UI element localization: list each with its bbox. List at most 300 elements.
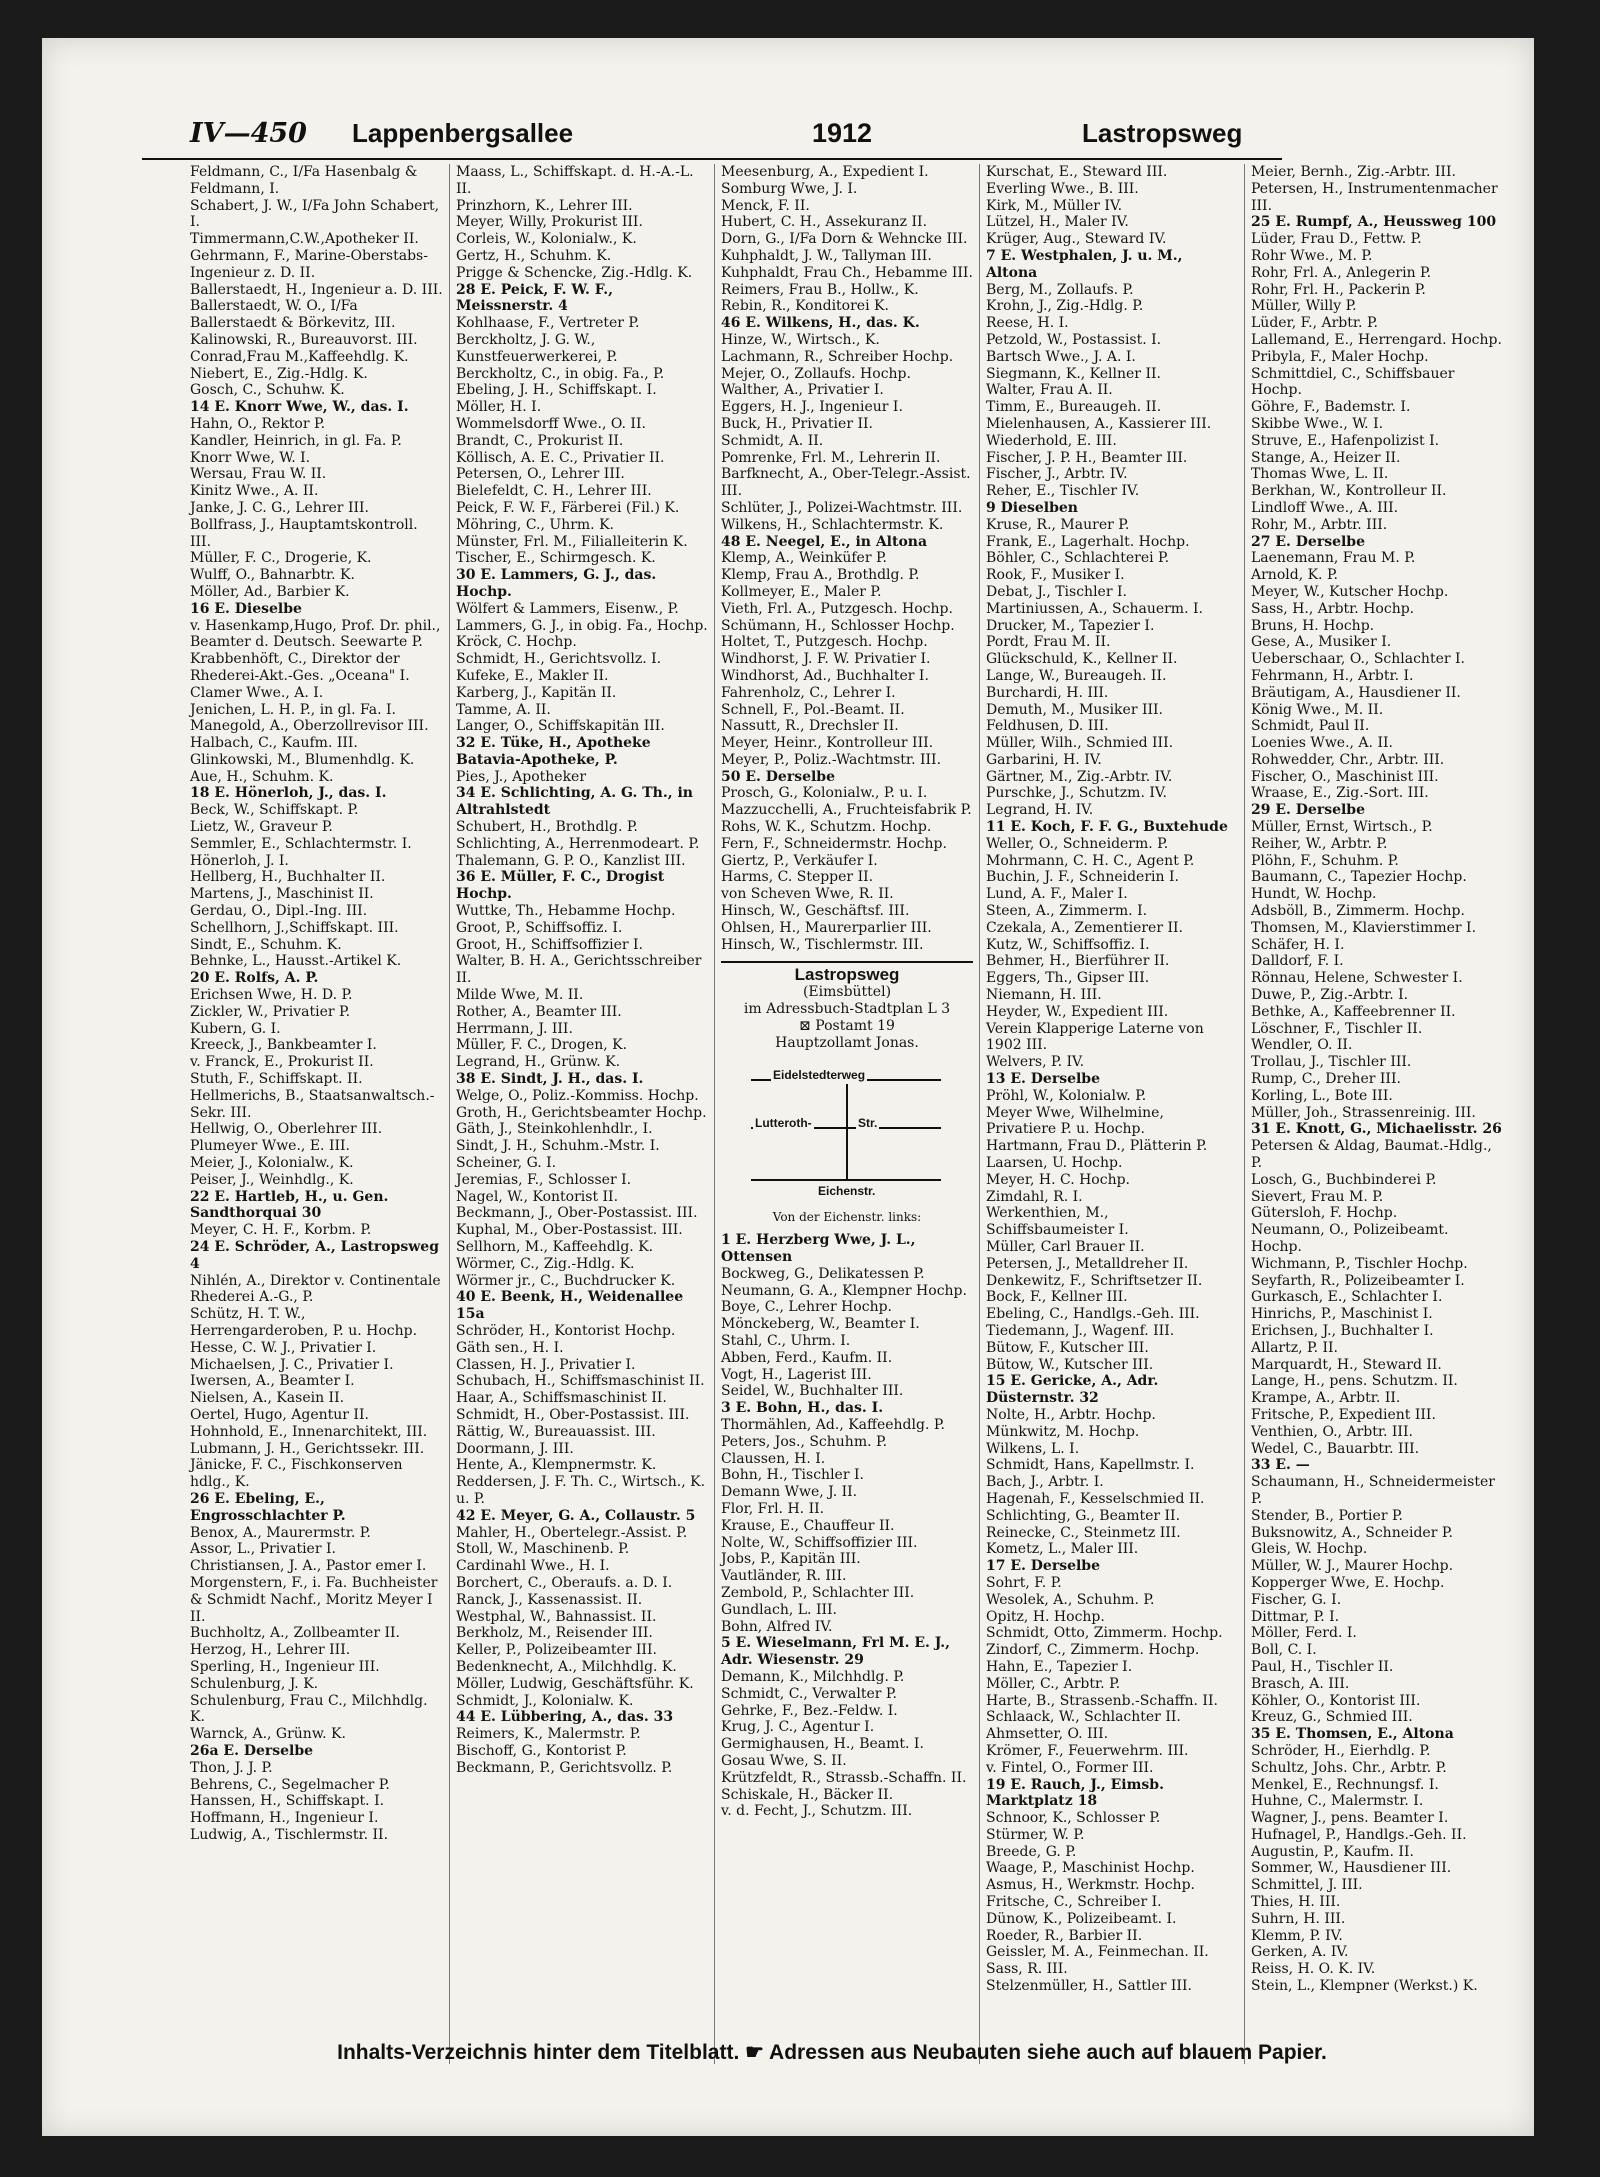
directory-entry: Sohrt, F. P. [986,1574,1062,1591]
directory-entry: Cardinahl Wwe., H. I. [456,1558,610,1575]
directory-entry: Beckmann, P., Gerichtsvollz. P. [456,1759,673,1776]
directory-entry: Stange, A., Heizer II. [1251,449,1401,466]
directory-entry: Flor, Frl. H. II. [721,1500,825,1517]
directory-entry: Verein Klapperige Laterne von 1902 III. [986,1020,1204,1054]
directory-entry: Wörmer jr., C., Buchdrucker K. [456,1272,676,1289]
directory-entry: Niebert, E., Zig.-Hdlg. K. [190,365,368,382]
map-label-lutteroth: Lutteroth- [755,1116,812,1131]
directory-entry: Krampe, A., Arbtr. II. [1251,1390,1401,1407]
street-district: (Eimsbüttel) [802,984,892,1001]
directory-entry: Schabert, J. W., I/Fa John Schabert, I. [190,197,440,231]
directory-entry: Walther, A., Privatier I. [721,382,884,399]
directory-entry: Rönnau, Helene, Schwester I. [1251,970,1463,987]
directory-entry: Bethke, A., Kaffeebrenner II. [1251,1003,1456,1020]
road-eichenstr [751,1179,941,1181]
directory-entry: Meier, J., Kolonialw., K. [190,1155,354,1172]
year-heading: 1912 [812,118,873,148]
page-header [142,118,1282,160]
directory-entry: v. Fintel, O., Former III. [986,1759,1154,1776]
directory-entry: Walter, Frau A. II. [986,382,1113,399]
directory-entry: Schümann, H., Schlosser Hochp. [721,617,955,634]
directory-entry: 26 E. Ebeling, E., Engrosschlachter P. [190,1490,346,1524]
directory-entry: Doormann, J. III. [456,1440,574,1457]
directory-entry: Augustin, P., Kaufm. II. [1251,1843,1414,1860]
directory-entry: Wilkens, L. I. [986,1440,1080,1457]
directory-entry: 25 E. Rumpf, A., Heussweg 100 [1251,214,1497,231]
directory-entry: Stürmer, W. P. [986,1826,1085,1843]
directory-entry: Peick, F. W. F., Färberei (Fil.) K. [456,499,680,516]
directory-entry: Mohrmann, C. H. C., Agent P. [986,852,1195,869]
directory-entry: Vogt, H., Lagerist III. [721,1366,872,1383]
directory-entry: Nielsen, A., Kasein II. [190,1390,345,1407]
directory-entry: Schmidt, Hans, Kapellmstr. I. [986,1457,1195,1474]
directory-entry: Dorn, G., I/Fa Dorn & Wehncke III. [721,231,968,248]
directory-entry: 27 E. Derselbe [1251,533,1366,550]
directory-entry: Pordt, Frau M. II. [986,634,1111,651]
directory-entry: Kubern, G. I. [190,1020,281,1037]
directory-entry: Hellberg, H., Buchhalter II. [190,869,386,886]
directory-entry: Opitz, H. Hochp. [986,1608,1105,1625]
directory-entry: 11 E. Koch, F. F. G., Buxtehude [986,819,1228,836]
directory-entry: Gurkasch, E., Schlachter I. [1251,1289,1443,1306]
directory-entry: Venthien, O., Arbtr. III. [1251,1423,1413,1440]
directory-entry: 16 E. Dieselbe [190,600,302,617]
directory-entry: 9 Dieselben [986,499,1078,516]
directory-entry: Rump, C., Dreher III. [1251,1071,1401,1088]
directory-entry: Menck, F. II. [721,197,810,214]
directory-entry: Pomrenke, Frl. M., Lehrerin II. [721,449,941,466]
directory-entry: Lüder, Frau D., Fettw. P. [1251,231,1422,248]
directory-entry: Krützfeldt, R., Strassb.-Schaffn. II. [721,1769,967,1786]
directory-entry: Krug, J. C., Agentur I. [721,1719,875,1736]
directory-entry: Thies, H. III. [1251,1894,1341,1911]
directory-entry: Eggers, Th., Gipser III. [986,970,1150,987]
directory-entry: Legrand, H., Grünw. K. [456,1054,621,1071]
directory-entry: Gleis, W. Hochp. [1251,1541,1368,1558]
directory-entry: Hoffmann, H., Ingenieur I. [190,1810,379,1827]
directory-entry: Claussen, H. I. [721,1450,826,1467]
page-number: IV—450 [190,118,307,149]
directory-entry: Skibbe Wwe., W. I. [1251,415,1384,432]
directory-entry: Nassutt, R., Drechsler II. [721,718,899,735]
directory-entry: Manegold, A., Oberzollrevisor III. [190,718,429,735]
directory-entry: Peters, Jos., Schuhm. P. [721,1433,888,1450]
directory-entry: Werkenthien, M., Schiffsbaumeister I. [986,1205,1129,1239]
directory-entry: Hanssen, H., Schiffskapt. I. [190,1793,385,1810]
directory-entry: Rohwedder, Chr., Arbtr. III. [1251,751,1445,768]
directory-entry: Wagner, J., pens. Beamter I. [1251,1810,1449,1827]
directory-entry: Niemann, H. III. [986,987,1102,1004]
directory-entry: Jänicke, F. C., Fischkonserven hdlg., K. [190,1457,403,1491]
directory-entry: Jeremias, F., Schlosser I. [456,1171,632,1188]
directory-entry: Schubert, H., Brothdlg. P. [456,819,638,836]
directory-entry: Bohn, Alfred IV. [721,1618,833,1635]
directory-entry: Hinrichs, P., Maschinist I. [1251,1306,1433,1323]
directory-entry: Gehrmann, F., Marine-Oberstabs-Ingenieur z. D. II. [190,247,428,281]
road-lastropsweg [846,1079,848,1179]
column-3-entries [721,164,973,953]
directory-entry: Ranck, J., Kassenassist. II. [456,1591,643,1608]
directory-entry: Möller, Ferd. I. [1251,1625,1357,1642]
directory-entry: Huhne, C., Malermstr. I. [1251,1793,1424,1810]
directory-entry: Lange, W., Bureaugeh. II. [986,667,1167,684]
directory-entry: Beck, W., Schiffskapt. P. [190,802,359,819]
directory-entry: Möller, C., Arbtr. P. [986,1675,1121,1692]
directory-entry: Groth, H., Gerichtsbeamter Hochp. [456,1104,707,1121]
directory-entry: Weller, O., Schneiderm. P. [986,835,1169,852]
directory-entry: Prosch, G., Kolonialw., P. u. I. [721,785,928,802]
street-map-diagram [721,1055,973,1205]
directory-entry: Sievert, Frau M. P. [1251,1188,1384,1205]
directory-entry: Lallemand, E., Herrengard. Hochp. [1251,331,1502,348]
directory-entry: Benox, A., Maurermstr. P. [190,1524,371,1541]
directory-entry: Meyer, Heinr., Kontrolleur III. [721,735,934,752]
directory-entry: Janke, J. C. G., Lehrer III. [190,499,369,516]
directory-entry: Marquardt, H., Steward II. [1251,1356,1442,1373]
directory-entry: Behmer, H., Bierführer II. [986,953,1170,970]
street-title: Lastropsweg [794,965,900,985]
directory-entry: Eggers, H. J., Ingenieur I. [721,399,903,416]
directory-entry: Walter, B. H. A., Gerichtsschreiber II. [456,953,702,987]
directory-entry: Hubert, C. H., Assekuranz II. [721,214,928,231]
street-map-ref: im Adressbuch-Stadtplan L 3 [743,1001,951,1018]
directory-entry: Demann Wwe, J. II. [721,1484,858,1501]
directory-entry: Thalemann, G. P. O., Kanzlist III. [456,852,686,869]
directory-entry: Kuhphaldt, J. W., Tallyman III. [721,247,932,264]
directory-entry: Klemp, A., Weinküfer P. [721,550,887,567]
directory-entry: 42 E. Meyer, G. A., Collaustr. 5 [456,1507,696,1524]
column-3 [714,164,979,2064]
directory-entry: Reese, H. I. [986,315,1069,332]
directory-entry: Thon, J. J. P. [190,1759,273,1776]
directory-entry: Duwe, P., Zig.-Arbtr. I. [1251,987,1409,1004]
street-postamt: ⊠ Postamt 19 [799,1017,895,1034]
directory-entry: Arnold, K. P. [1251,567,1338,584]
directory-entry: Ballerstaedt, W. O., I/Fa Ballerstaedt & Börkevitz, III. [190,298,396,332]
directory-entry: Stoll, W., Maschinenb. P. [456,1541,630,1558]
directory-entry: Struve, E., Hafenpolizist I. [1251,432,1440,449]
directory-entry: Kröck, C. Hochp. [456,634,577,651]
directory-entry: Abben, Ferd., Kaufm. II. [721,1349,893,1366]
directory-entry: 5 E. Wieselmann, Frl M. E. J., Adr. Wiesenstr. 29 [721,1635,951,1669]
directory-entry: Gerken, A. IV. [1251,1944,1349,1961]
directory-entry: 40 E. Beenk, H., Weidenallee 15a [456,1289,684,1323]
directory-entry: Clamer Wwe., A. I. [190,684,324,701]
directory-entry: Petersen, J., Metalldreher II. [986,1255,1189,1272]
directory-entry: Mejer, O., Zollaufs. Hochp. [721,365,911,382]
directory-entry: Dalldorf, F. I. [1251,953,1344,970]
directory-entry: Petersen, O., Lehrer III. [456,466,625,483]
directory-entry: Neumann, G. A., Klempner Hochp. [721,1282,967,1299]
directory-entry: Rohr, M., Arbtr. III. [1251,516,1388,533]
directory-entry: Meyer, C. H. F., Korbm. P. [190,1222,372,1239]
directory-entry: Kandler, Heinrich, in gl. Fa. P. [190,432,402,449]
directory-entry: Bräutigam, A., Hausdiener II. [1251,684,1461,701]
directory-entry: Windhorst, J. F. W. Privatier I. [721,651,931,668]
directory-entry: Schmittdiel, C., Schiffsbauer Hochp. [1251,365,1455,399]
directory-entry: Fern, F., Schneidermstr. Hochp. [721,835,947,852]
directory-entry: Bruns, H. Hochp. [1251,617,1375,634]
directory-entry: Schubach, H., Schiffsmaschinist II. [456,1373,705,1390]
directory-entry: Fehrmann, H., Arbtr. I. [1251,667,1414,684]
directory-entry: Dünow, K., Polizeibeamt. I. [986,1910,1177,1927]
directory-entry: Stahl, C., Uhrm. I. [721,1333,851,1350]
directory-entry: Zickler, W., Privatier P. [190,1003,351,1020]
directory-entry: 38 E. Sindt, J. H., das. I. [456,1071,644,1088]
directory-entry: Hinsch, W., Geschäftsf. III. [721,903,910,920]
directory-entry: Schlaack, W., Schlachter II. [986,1709,1181,1726]
directory-entry: Bedenknecht, A., Milchhdlg. K. [456,1658,677,1675]
directory-entry: Reimers, Frau B., Hollw., K. [721,281,919,298]
directory-entry: Scheiner, G. I. [456,1155,557,1172]
directory-entry: Semmler, E., Schlachtermstr. I. [190,835,412,852]
directory-entry: 17 E. Derselbe [986,1558,1101,1575]
directory-entry: Schröder, H., Kontorist Hochp. [456,1322,676,1339]
directory-entry: Borchert, C., Oberaufs. a. D. I. [456,1574,673,1591]
directory-entry: Gundlach, L. III. [721,1601,837,1618]
directory-entry: Nolte, W., Schiffsoffizier III. [721,1534,918,1551]
directory-entry: Milde Wwe, M. II. [456,987,584,1004]
directory-entry: Bischoff, G., Kontorist P. [456,1742,627,1759]
map-label-eidelstedterweg: Eidelstedterweg [773,1068,866,1083]
directory-entry: Schnoor, K., Schlosser P. [986,1810,1161,1827]
directory-entry: Sellhorn, M., Kaffeehdlg. K. [456,1239,654,1255]
directory-entry: Vautländer, R. III. [721,1568,847,1585]
directory-entry: Feldhusen, D. III. [986,718,1109,735]
directory-entry: 3 E. Bohn, H., das. I. [721,1400,884,1417]
directory-entry: Timm, E., Bureaugeh. II. [986,399,1162,416]
directory-entry: Hufnagel, P., Handlgs.-Geh. II. [1251,1826,1467,1843]
directory-entry: Bock, F., Kellner III. [986,1289,1128,1306]
directory-entry: Krohn, J., Zig.-Hdlg. P. [986,298,1144,315]
directory-entry: Drucker, M., Tapezier I. [986,617,1155,634]
directory-entry: Behrens, C., Segelmacher P. [190,1776,390,1793]
directory-entry: Behnke, L., Hausst.-Artikel K. [190,953,402,970]
directory-entry: Schnell, F., Pol.-Beamt. II. [721,701,905,718]
directory-entry: Timmermann,C.W.,Apotheker II. [190,231,419,248]
directory-entry: Losch, G., Buchbinderei P. [1251,1171,1437,1188]
directory-entry: Lietz, W., Graveur P. [190,819,333,836]
directory-entry: 50 E. Derselbe [721,768,836,785]
street-zollamt: Hauptzollamt Jonas. [775,1034,919,1051]
directory-entry: Welge, O., Poliz.-Kommiss. Hochp. [456,1087,699,1104]
directory-entry: 44 E. Lübbering, A., das. 33 [456,1709,674,1726]
directory-entry: Kopperger Wwe, E. Hochp. [1251,1574,1445,1591]
directory-entry: 46 E. Wilkens, H., das. K. [721,315,920,332]
directory-entry: Wesolek, A., Schuhm. P. [986,1591,1155,1608]
directory-entry: 33 E. — [1251,1457,1310,1474]
directory-entry: Allartz, P. II. [1251,1339,1339,1356]
directory-entry: Berkhan, W., Kontrolleur II. [1251,483,1447,500]
directory-entry: Wilkens, H., Schlachtermstr. K. [721,516,944,533]
directory-entry: Oertel, Hugo, Agentur II. [190,1406,369,1423]
directory-entry: Glinkowski, M., Blumenhdlg. K. [190,751,415,768]
directory-entry: Hahn, E., Tapezier I. [986,1658,1133,1675]
directory-entry: Menkel, E., Rechnungsf. I. [1251,1776,1439,1793]
directory-entry: Windhorst, Ad., Buchhalter I. [721,667,929,684]
directory-entry: Schulenburg, J. K. [190,1675,319,1692]
right-street-heading: Lastropsweg [1082,118,1243,148]
directory-entry: Möhring, C., Uhrm. K. [456,516,614,533]
directory-entry: Bütow, W., Kutscher III. [986,1356,1154,1373]
directory-entry: v. Hasenkamp,Hugo, Prof. Dr. phil., Beamter d. Deutsch. Seewarte P. [190,617,441,651]
directory-entry: 31 E. Knott, G., Michaelisstr. 26 [1251,1121,1502,1138]
directory-entry: Lachmann, R., Schreiber Hochp. [721,348,954,365]
directory-entry: Reher, E., Tischler IV. [986,483,1140,500]
directory-entry: Hinze, W., Wirtsch., K. [721,331,880,348]
directory-entry: Berckholtz, C., in obig. Fa., P. [456,365,665,382]
directory-entry: Kollmeyer, E., Maler P. [721,583,882,600]
directory-entry: Mazzucchelli, A., Fruchteisfabrik P. [721,802,972,819]
directory-entry: Wommelsdorff Wwe., O. II. [456,415,646,432]
directory-entry: Petersen, H., Instrumentenmacher III. [1251,180,1498,214]
directory-entry: Germighausen, H., Beamt. I. [721,1736,924,1753]
directory-entry: Müller, F. C., Drogen, K. [456,1037,628,1054]
directory-entry: Stender, B., Portier P. [1251,1507,1403,1524]
directory-entry: Schlichting, G., Beamter II. [986,1507,1181,1524]
directory-entry: Ebeling, J. H., Schiffskapt. I. [456,382,657,399]
directory-entry: Reimers, K., Malermstr. P. [456,1726,641,1743]
directory-entry: Herzog, H., Lehrer III. [190,1642,351,1659]
directory-entry: Schmidt, A. II. [721,432,824,449]
directory-entry: Böhler, C., Schlachterei P. [986,550,1170,567]
directory-entry: Wiederhold, E. III. [986,432,1117,449]
directory-entry: Petersen & Aldag, Baumat.-Hdlg., P. [1251,1138,1492,1172]
directory-entry: Münster, Frl. M., Filialleiterin K. [456,533,688,550]
directory-entry: Aue, H., Schuhm. K. [190,768,334,785]
directory-entry: Hente, A., Klempnermstr. K. [456,1457,657,1474]
directory-entry: Hartmann, Frau D., Plätterin P. [986,1138,1208,1155]
column-1 [184,164,449,2064]
directory-entry: Kometz, L., Maler III. [986,1541,1139,1558]
directory-entry: Ohlsen, H., Maurerparlier III. [721,919,932,936]
directory-entry: Tiedemann, J., Wagenf. III. [986,1322,1175,1339]
directory-entry: Glückschuld, K., Kellner II. [986,651,1178,668]
directory-entry: Berg, M., Zollaufs. P. [986,281,1134,298]
directory-entry: Bohn, H., Tischler I. [721,1467,864,1484]
page-footer-note: Inhalts-Verzeichnis hinter dem Titelblatt. ☛ Adressen aus Neubauten siehe auch auf blauem Papier. [337,2041,1327,2064]
directory-entry: Breede, G. P. [986,1843,1077,1860]
directory-entry: Holtet, T., Putzgesch. Hochp. [721,634,928,651]
directory-entry: Asmus, H., Werkmstr. Hochp. [986,1877,1195,1894]
directory-entry: Groot, P., Schiffsoffiz. I. [456,919,623,936]
directory-entry: Michaelsen, J. C., Privatier I. [190,1356,394,1373]
directory-entry: Rebin, R., Konditorei K. [721,298,889,315]
directory-entry: Fischer, J. P. H., Beamter III. [986,449,1188,466]
directory-entry: Ueberschaar, O., Schlachter I. [1251,651,1465,668]
directory-entry: Debat, J., Tischler I. [986,583,1127,600]
directory-entry: Bielefeldt, C. H., Lehrer III. [456,483,652,500]
directory-entry: Reinecke, C., Steinmetz III. [986,1524,1181,1541]
directory-entry: Rohs, W. K., Schutzm. Hochp. [721,819,932,836]
directory-entry: Bockweg, G., Delikatessen P. [721,1265,925,1282]
directory-entry: Wendler, O. II. [1251,1037,1353,1054]
directory-entry: Thormählen, Ad., Kaffeehdlg. P. [721,1417,945,1433]
directory-entry: Christiansen, J. A., Pastor emer I. [190,1558,427,1575]
directory-entry: Thomas Wwe, L. II. [1251,466,1389,483]
directory-entry: Löschner, F., Tischler II. [1251,1020,1423,1037]
directory-entry: Nihlén, A., Direktor v. Continentale Rhederei A.-G., P. [190,1272,441,1306]
directory-entry: Erichsen, J., Buchhalter I. [1251,1322,1434,1339]
directory-entry: Geissler, M. A., Feinmechan. II. [986,1944,1209,1961]
directory-entry: 22 E. Hartleb, H., u. Gen. Sandthorquai 30 [190,1188,389,1222]
directory-entry: Rohr Wwe., M. P. [1251,247,1373,264]
directory-entry: Pies, J., Apotheker [456,768,587,785]
directory-entry: Hesse, C. W. J., Privatier I. [190,1339,377,1356]
directory-entry: Buchin, J. F., Schneiderin I. [986,869,1179,886]
directory-entry: Gertz, H., Schuhm. K. [456,247,612,264]
directory-entry: Bartsch Wwe., J. A. I. [986,348,1136,365]
directory-entry: Fischer, J., Arbtr. IV. [986,466,1128,483]
directory-entry: Garbarini, H. IV. [986,751,1102,768]
directory-entry: Legrand, H. IV. [986,802,1094,819]
directory-entry: Trollau, J., Tischler III. [1251,1054,1412,1071]
directory-entry: Denkewitz, F., Schriftsetzer II. [986,1272,1203,1289]
directory-entry: Prinzhorn, K., Lehrer III. [456,197,633,214]
directory-entry: Müller, Joh., Strassenreinig. III. [1251,1104,1476,1121]
directory-entry: Schmittel, J. III. [1251,1877,1363,1894]
directory-entry: Möller, Ad., Barbier K. [190,583,350,600]
directory-entry: Bach, J., Arbtr. I. [986,1474,1104,1491]
directory-entry: Seyfarth, R., Polizeibeamter I. [1251,1272,1465,1289]
directory-entry: Stelzenmüller, H., Sattler III. [986,1978,1192,1995]
directory-entry: Mönckeberg, W., Beamter I. [721,1316,920,1333]
directory-entry: Fritsche, P., Expedient III. [1251,1406,1436,1423]
directory-entry: Plöhn, F., Schuhm. P. [1251,852,1399,869]
directory-entry: Harms, C. Stepper II. [721,869,874,886]
directory-entry: Kohlhaase, F., Vertreter P. [456,315,640,332]
directory-entry: Giertz, P., Verkäufer I. [721,852,878,869]
directory-entry: Martiniussen, A., Schauerm. I. [986,600,1203,617]
directory-entry: Sass, H., Arbtr. Hochp. [1251,600,1415,617]
directory-entry: Wulff, O., Bahnarbtr. K. [190,567,355,584]
directory-entry: Prigge & Schencke, Zig.-Hdlg. K. [456,264,693,281]
directory-entry: Karberg, J., Kapitän II. [456,684,617,701]
directory-entry: Kalinowski, R., Bureauvorst. III. [190,331,418,348]
directory-entry: Kurschat, E., Steward III. [986,164,1168,180]
directory-entry: Sass, R. III. [986,1961,1068,1978]
directory-entry: 29 E. Derselbe [1251,802,1366,819]
directory-entry: Warnck, A., Grünw. K. [190,1726,346,1743]
directory-entry: Wedel, C., Bauarbtr. III. [1251,1440,1420,1457]
directory-entry: Kirk, M., Müller IV. [986,197,1123,214]
directory-entry: Krüger, Aug., Steward IV. [986,231,1167,248]
directory-columns [184,164,1520,2064]
directory-entry: Wichmann, P., Tischler Hochp. [1251,1255,1468,1272]
directory-entry: Buksnowitz, A., Schneider P. [1251,1524,1453,1541]
directory-entry: Groot, H., Schiffsoffizier I. [456,936,643,953]
directory-entry: Stein, L., Klempner (Werkst.) K. [1251,1978,1478,1995]
street-section-lastropsweg [721,961,973,1226]
directory-entry: Demuth, M., Musiker III. [986,701,1163,718]
directory-entry: Meyer, Willy, Prokurist III. [456,214,643,231]
directory-entry: Wersau, Frau W. II. [190,466,327,483]
directory-entry: Steen, A., Zimmerm. I. [986,903,1148,920]
directory-entry: Lund, A. F., Maler I. [986,886,1128,903]
directory-entry: Kinitz Wwe., A. II. [190,483,319,500]
directory-entry: Hönerloh, J. I. [190,852,289,869]
directory-entry: Rother, A., Beamter III. [456,1003,622,1020]
directory-entry: Reiher, W., Arbtr. P. [1251,835,1388,852]
directory-entry: Lubmann, J. H., Gerichtssekr. III. [190,1440,425,1457]
directory-entry: Krabbenhöft, C., Direktor der Rhederei-Akt.-Ges. „Oceana" I. [190,651,410,684]
directory-entry: Baumann, C., Tapezier Hochp. [1251,869,1467,886]
directory-entry: Paul, H., Tischler II. [1251,1658,1394,1675]
directory-entry: 26a E. Derselbe [190,1742,314,1759]
directory-entry: Mahler, H., Obertelegr.-Assist. P. [456,1524,688,1541]
directory-entry: 24 E. Schröder, A., Lastropsweg 4 [190,1239,439,1272]
directory-entry: Schmidt, Otto, Zimmerm. Hochp. [986,1625,1223,1642]
